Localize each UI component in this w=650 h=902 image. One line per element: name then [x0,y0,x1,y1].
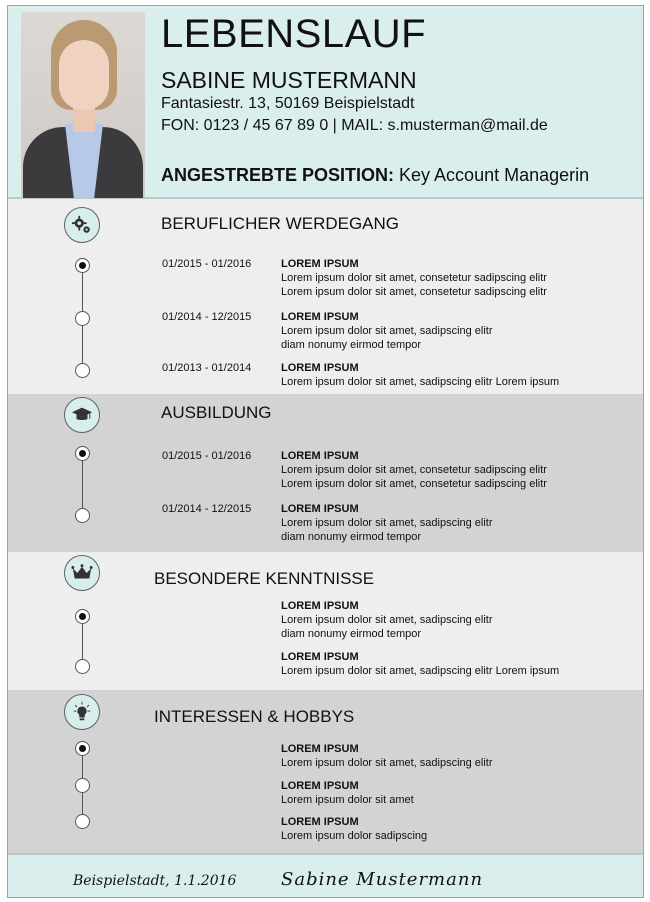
entry-heading: LOREM IPSUM [281,362,359,374]
entry-heading: LOREM IPSUM [281,503,359,515]
entry-text: Lorem ipsum dolor sit amet [281,794,414,806]
timeline-dot [75,311,90,326]
entry-date: 01/2015 - 01/2016 [162,450,252,462]
contact-info: FON: 0123 / 45 67 89 0 | MAIL: s.musterman@mail.de [161,117,548,134]
entry-date: 01/2014 - 12/2015 [162,311,252,323]
section-title: AUSBILDUNG [161,403,272,422]
timeline-dot [75,609,90,624]
profile-photo [21,12,145,198]
entry-text: Lorem ipsum dolor sit amet, sadipscing elitr Lorem ipsum [281,665,560,677]
timeline-dot [75,741,90,756]
footer [8,853,643,898]
timeline-dot [75,258,90,273]
lightbulb-icon [64,694,100,730]
crown-icon [64,555,100,591]
entry-text: Lorem ipsum dolor sit amet, sadipscing elitr [281,325,493,337]
entry-heading: LOREM IPSUM [281,311,359,323]
entry-heading: LOREM IPSUM [281,600,359,612]
timeline-dot [75,508,90,523]
entry-date: 01/2015 - 01/2016 [162,258,252,270]
section-hobbies [8,690,643,853]
gears-icon [64,207,100,243]
section-title: BERUFLICHER WERDEGANG [161,214,400,233]
person-name: SABINE MUSTERMANN [161,67,417,93]
entry-text: Lorem ipsum dolor sit amet, sadipscing elitr [281,757,493,769]
resume-page [7,5,644,898]
entry-heading: LOREM IPSUM [281,450,359,462]
timeline-dot [75,659,90,674]
timeline-dot [75,778,90,793]
entry-text: Lorem ipsum dolor sit amet, sadipscing elitr [281,517,493,529]
address: Fantasiestr. 13, 50169 Beispielstadt [161,95,415,112]
timeline-dot [75,814,90,829]
entry-text: diam nonumy eirmod tempor [281,628,422,640]
entry-text: Lorem ipsum dolor sit amet, consetetur sadipscing elitr [281,286,547,298]
entry-heading: LOREM IPSUM [281,816,359,828]
timeline-dot [75,363,90,378]
entry-text: Lorem ipsum dolor sit amet, consetetur sadipscing elitr [281,478,547,490]
section-skills [8,552,643,690]
section-title: INTERESSEN & HOBBYS [154,707,355,726]
entry-date: 01/2013 - 01/2014 [162,362,252,374]
entry-heading: LOREM IPSUM [281,743,359,755]
timeline-dot [75,446,90,461]
desired-position [161,165,589,186]
position-label: ANGESTREBTE POSITION: [161,165,395,185]
entry-text: Lorem ipsum dolor sit amet, sadipscing elitr [281,614,493,626]
graduation-cap-icon [64,397,100,433]
section-career [8,201,643,394]
timeline-line [82,453,83,515]
place-date: Beispielstadt, 1.1.2016 [73,873,237,889]
document-title: LEBENSLAUF [161,12,427,56]
entry-heading: LOREM IPSUM [281,780,359,792]
entry-heading: LOREM IPSUM [281,651,359,663]
entry-text: Lorem ipsum dolor sit amet, sadipscing elitr Lorem ipsum [281,376,560,388]
entry-date: 01/2014 - 12/2015 [162,503,252,515]
entry-text: Lorem ipsum dolor sit amet, consetetur sadipscing elitr [281,464,547,476]
entry-text: Lorem ipsum dolor sit amet, consetetur sadipscing elitr [281,272,547,284]
signature: Sabine Mustermann [281,869,484,890]
entry-heading: LOREM IPSUM [281,258,359,270]
entry-text: diam nonumy eirmod tempor [281,531,422,543]
position-value: Key Account Managerin [399,165,590,185]
entry-text: diam nonumy eirmod tempor [281,339,422,351]
header [8,6,643,199]
section-title: BESONDERE KENNTNISSE [154,569,375,588]
entry-text: Lorem ipsum dolor sadipscing [281,830,428,842]
section-education [8,394,643,552]
